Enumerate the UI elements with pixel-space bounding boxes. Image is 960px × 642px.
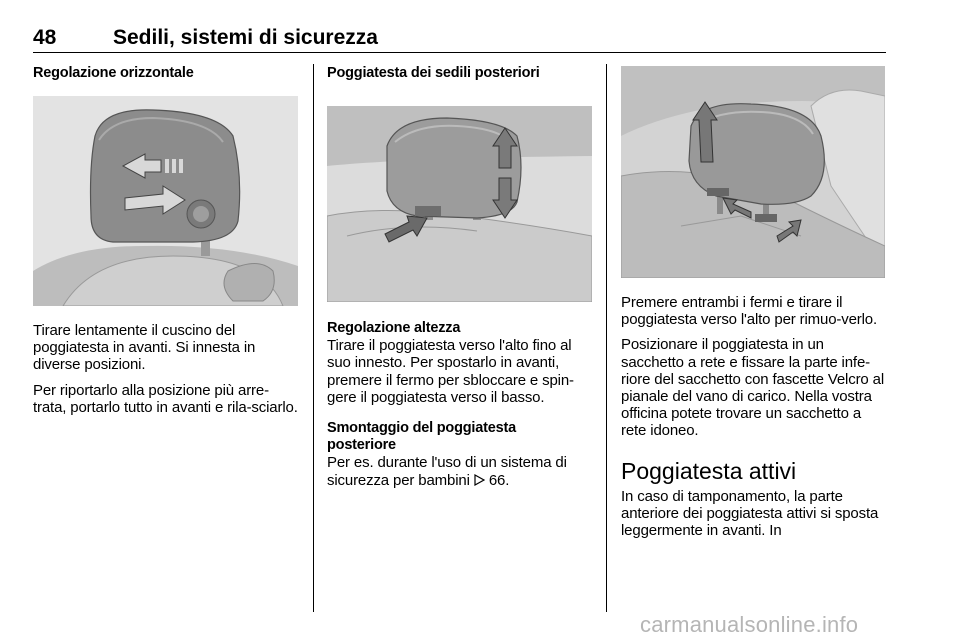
paragraph xyxy=(327,454,595,488)
subsection-heading: posteriore xyxy=(327,437,396,454)
paragraph: Tirare lentamente il cuscino del poggiatesta in avanti. Si innesta in diverse posizioni. xyxy=(33,322,256,374)
subsection-heading: Smontaggio del poggiatesta xyxy=(327,420,516,437)
paragraph: Per riportarlo alla posizione più arre-trata, portarlo tutto in avanti e rila-sciarlo. xyxy=(33,381,298,416)
subsection-heading: Regolazione altezza xyxy=(327,320,461,336)
column-1 xyxy=(33,64,298,424)
paragraph: Posizionare il poggiatesta in un sacchetto a rete e fissare la parte infe-riore del sacchetto con fascette Velcro al pianale del vano di carico. Nella vostra officina potete trovare un sacchetto a rete idoneo. xyxy=(621,336,885,440)
section-heading: Regolazione orizzontale xyxy=(33,65,194,81)
section-heading: Poggiatesta dei sedili posteriori xyxy=(327,65,540,81)
column-divider xyxy=(606,64,607,612)
watermark: carmanualsonline.info xyxy=(640,612,859,637)
paragraph-text: Per es. durante l'uso di un sistema di sicurezza per bambini xyxy=(327,454,567,489)
page-reference-icon xyxy=(474,474,485,486)
page-number: 48 xyxy=(33,26,57,49)
column-2 xyxy=(327,64,595,497)
paragraph: Tirare il poggiatesta verso l'alto fino al suo innesto. Per spostarlo in avanti, premere il fermo per sbloccare e spin-gere il poggiatesta verso il basso. xyxy=(327,337,574,406)
paragraph: Premere entrambi i fermi e tirare il poggiatesta verso l'alto per rimuo-verlo. xyxy=(621,294,878,329)
column-3 xyxy=(621,64,887,547)
section-heading: Poggiatesta attivi xyxy=(621,457,797,484)
page-reference[interactable]: 66. xyxy=(488,471,510,489)
rear-headrest-removal-illustration xyxy=(621,66,885,278)
paragraph: In caso di tamponamento, la parte anteriore dei poggiatesta attivi si sposta leggermente in avanti. In xyxy=(621,487,879,540)
rear-headrest-height-adjustment-illustration xyxy=(327,106,592,302)
page-header xyxy=(33,24,886,53)
column-divider xyxy=(313,64,314,612)
headrest-horizontal-adjustment-illustration xyxy=(33,96,298,306)
chapter-title: Sedili, sistemi di sicurezza xyxy=(113,26,378,49)
